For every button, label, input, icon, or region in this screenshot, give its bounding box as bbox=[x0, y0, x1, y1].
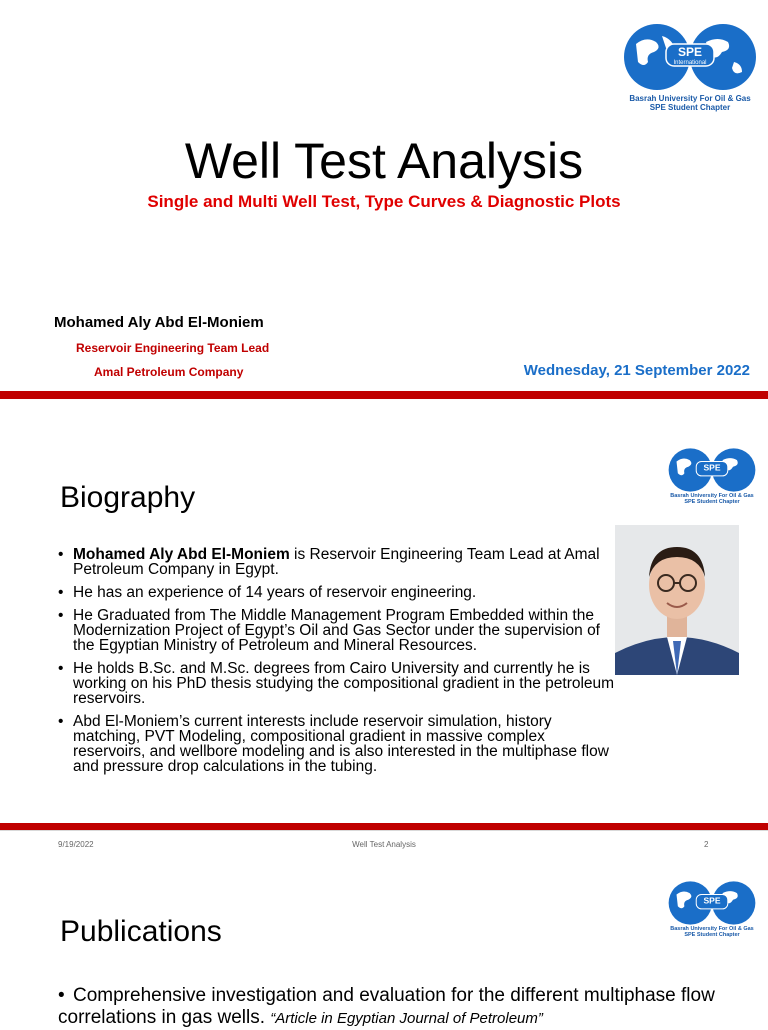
footer-title: Well Test Analysis bbox=[352, 840, 416, 849]
biography-bullet bbox=[58, 585, 618, 600]
biography-text: Abd El-Moniem’s current interests include reservoir simulation, history matching, PVT Modeling, compositional gradient in massive complex reservoirs, and wellbore modeling and is also interested in the multiphase flow and pressure drop calculations in the tubing. bbox=[73, 713, 609, 775]
spe-globe-icon bbox=[666, 447, 758, 493]
biography-bold-text: Mohamed Aly Abd El-Moniem bbox=[73, 546, 290, 563]
slide-heading: Publications bbox=[60, 915, 222, 948]
author-company: Amal Petroleum Company bbox=[94, 365, 244, 379]
footer-page-number: 2 bbox=[704, 840, 709, 849]
spe-globe-icon bbox=[666, 880, 758, 926]
author-name: Mohamed Aly Abd El-Moniem bbox=[54, 314, 264, 331]
publication-text: Comprehensive investigation and evaluation for the different multiphase flow correlations in gas wells. bbox=[58, 985, 715, 1028]
biography-text: He holds B.Sc. and M.Sc. degrees from Cairo University and currently he is working on his PhD thesis studying the compositional gradient in the petroleum reservoirs. bbox=[73, 660, 615, 707]
svg-text:International: International bbox=[673, 60, 707, 66]
svg-text:SPE: SPE bbox=[703, 462, 721, 473]
logo-caption-line1: Basrah University For Oil & Gas bbox=[629, 94, 751, 103]
footer-date: 9/19/2022 bbox=[58, 840, 94, 849]
spe-logo bbox=[622, 22, 758, 112]
biography-text: He has an experience of 14 years of reservoir engineering. bbox=[73, 584, 477, 601]
publication-item: • Comprehensive investigation and evaluation for the different multiphase flow correlations in gas wells. “Article in Egyptian Journal of Petroleum” bbox=[58, 985, 715, 1028]
author-role: Reservoir Engineering Team Lead bbox=[76, 341, 270, 355]
svg-text:SPE: SPE bbox=[677, 45, 703, 59]
presentation-date: Wednesday, 21 September 2022 bbox=[523, 362, 750, 379]
publication-citation: “Article in Egyptian Journal of Petroleum” bbox=[270, 1010, 543, 1027]
slide-divider bbox=[0, 391, 768, 399]
slide-divider bbox=[0, 823, 768, 830]
spe-globe-icon bbox=[622, 22, 758, 92]
slide-footer-rule bbox=[0, 830, 768, 831]
svg-text:SPE: SPE bbox=[703, 895, 721, 906]
presentation-subtitle: Single and Multi Well Test, Type Curves & Diagnostic Plots bbox=[147, 192, 621, 211]
logo-caption-line2: SPE Student Chapter bbox=[649, 103, 731, 113]
biography-bullet bbox=[58, 714, 618, 774]
slide-heading: Biography bbox=[60, 481, 196, 514]
spe-logo-small: SPE Basrah University For Oil & Gas SPE Student Chapter bbox=[666, 447, 758, 506]
biography-bullet bbox=[58, 547, 618, 577]
biography-text: He Graduated from The Middle Management Program Embedded within the Modernization Project of Egypt’s Oil and Gas Sector under the supervision of the Egyptian Ministry of Petroleum and Mineral Resources. bbox=[73, 607, 600, 654]
biography-text: is Reservoir Engineering Team Lead at Amal Petroleum Company in Egypt. bbox=[73, 546, 600, 578]
biography-bullet bbox=[58, 608, 618, 653]
spe-logo-small: SPE Basrah University For Oil & Gas SPE Student Chapter bbox=[666, 880, 758, 939]
biography-bullet bbox=[58, 661, 618, 706]
author-photo bbox=[615, 525, 739, 675]
presentation-title: Well Test Analysis bbox=[184, 133, 584, 189]
biography-list bbox=[58, 547, 618, 782]
